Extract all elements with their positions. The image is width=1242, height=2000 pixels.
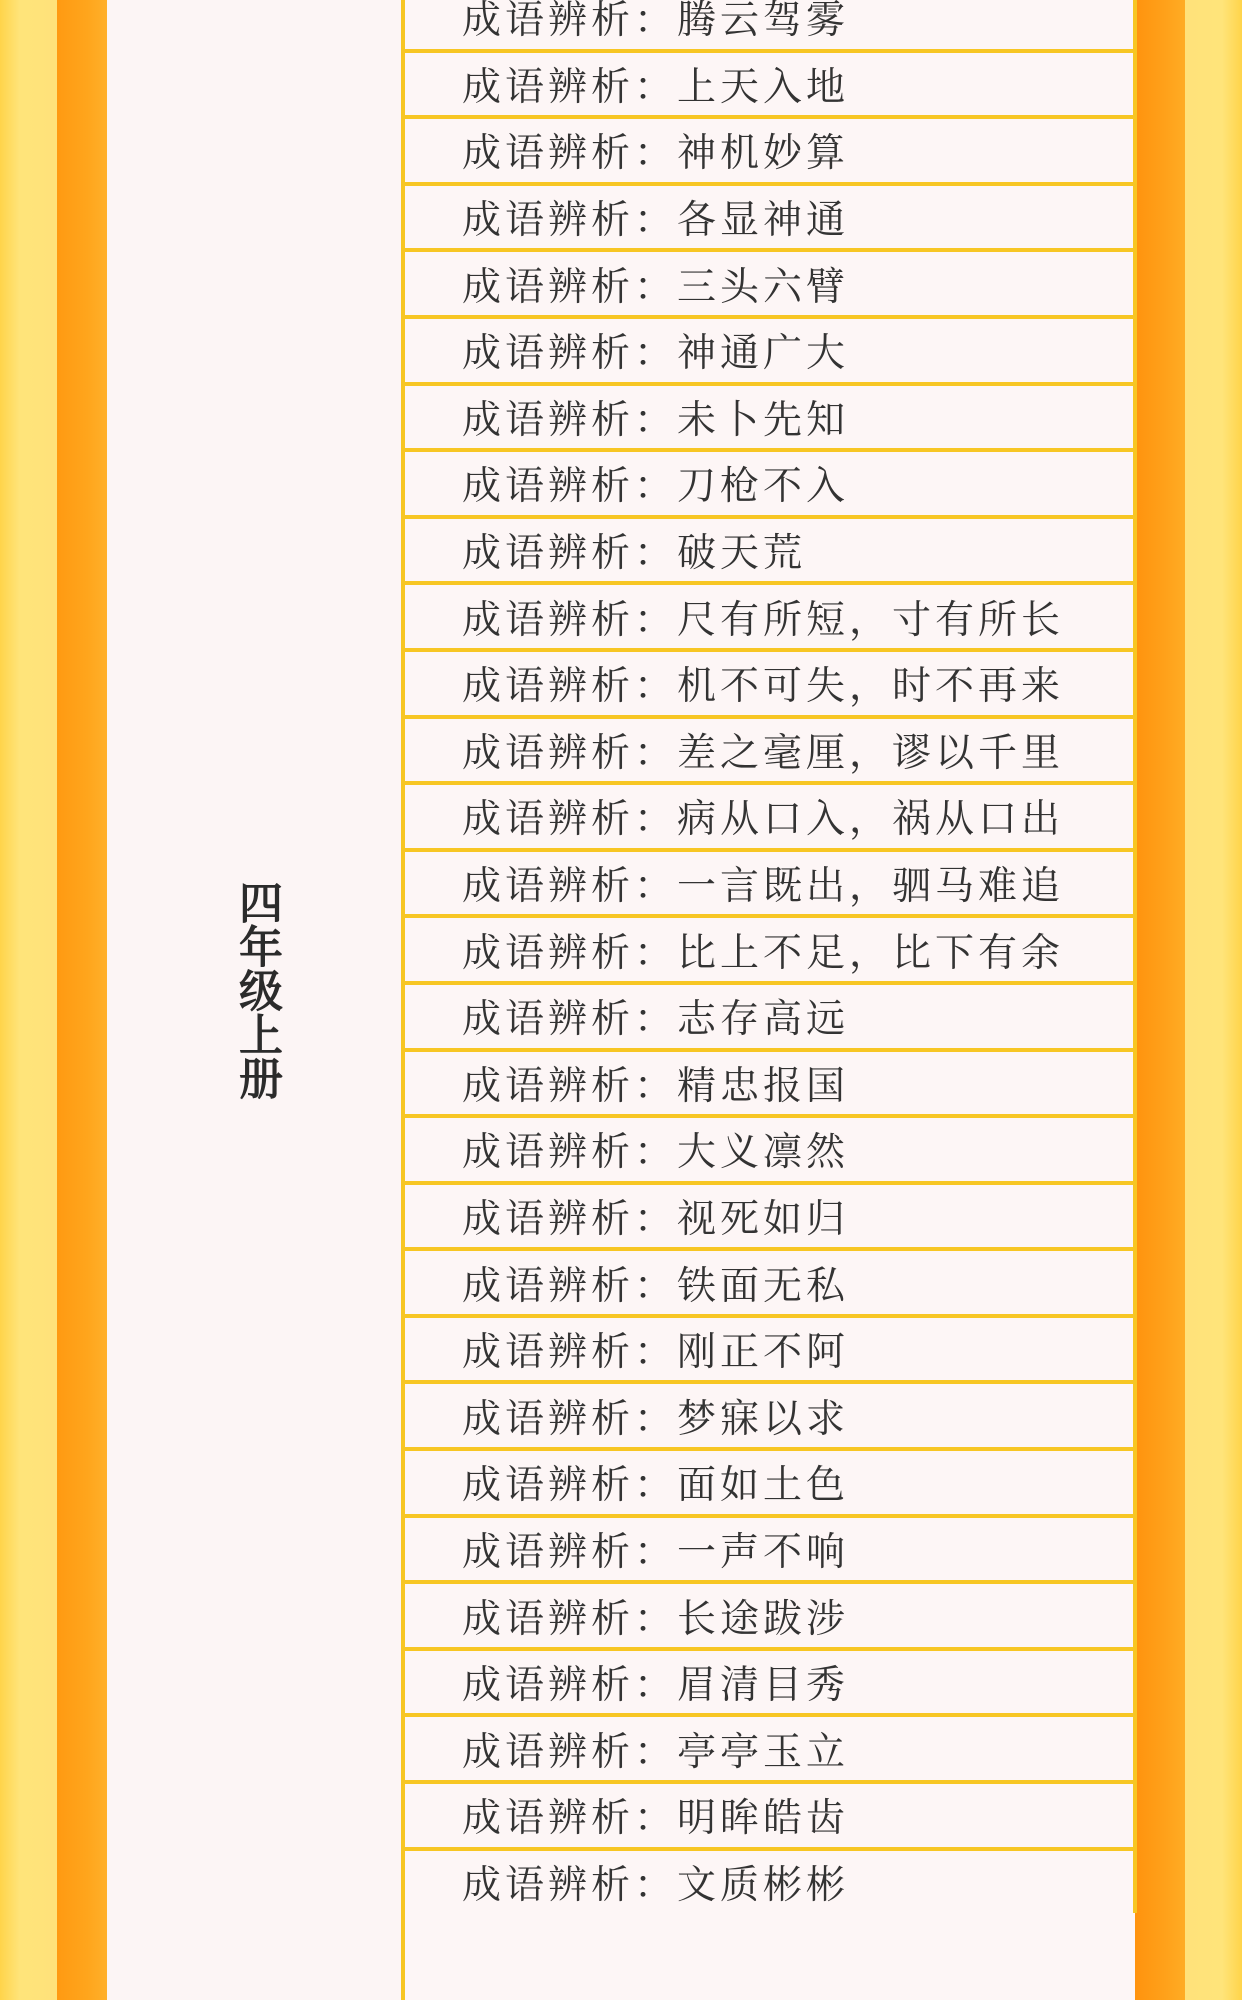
list-item[interactable]: 成语辨析：精忠报国 [405, 1048, 1137, 1115]
list-item[interactable]: 成语辨析：三头六臂 [405, 248, 1137, 315]
frame-orange-left [57, 0, 107, 2000]
list-item[interactable]: 成语辨析：上天入地 [405, 49, 1137, 116]
list-item[interactable]: 成语辨析：亭亭玉立 [405, 1713, 1137, 1780]
list-item[interactable]: 成语辨析：梦寐以求 [405, 1380, 1137, 1447]
frame-outer-right [1185, 0, 1242, 2000]
list-item[interactable]: 成语辨析：长途跋涉 [405, 1580, 1137, 1647]
list-item[interactable]: 成语辨析：未卜先知 [405, 382, 1137, 449]
list-item[interactable]: 成语辨析：各显神通 [405, 182, 1137, 249]
list-item[interactable]: 成语辨析：铁面无私 [405, 1247, 1137, 1314]
list-item[interactable]: 成语辨析：明眸皓齿 [405, 1780, 1137, 1847]
frame-orange-right [1135, 0, 1185, 2000]
list-item[interactable]: 成语辨析：差之毫厘，谬以千里 [405, 715, 1137, 782]
list-item[interactable]: 成语辨析：腾云驾雾 [405, 0, 1137, 49]
list-item[interactable]: 成语辨析：一声不响 [405, 1514, 1137, 1581]
list-item[interactable]: 成语辨析：面如土色 [405, 1447, 1137, 1514]
list-item[interactable]: 成语辨析：志存高远 [405, 981, 1137, 1048]
list-item[interactable]: 成语辨析：机不可失，时不再来 [405, 648, 1137, 715]
list-item[interactable]: 成语辨析：破天荒 [405, 515, 1137, 582]
list-item[interactable]: 成语辨析：眉清目秀 [405, 1647, 1137, 1714]
list-item[interactable]: 成语辨析：比上不足，比下有余 [405, 914, 1137, 981]
grade-label: 四年级上册 [231, 880, 282, 1100]
list-item[interactable]: 成语辨析：病从口入，祸从口出 [405, 781, 1137, 848]
list-item[interactable]: 成语辨析：视死如归 [405, 1181, 1137, 1248]
list-item[interactable]: 成语辨析：刚正不阿 [405, 1314, 1137, 1381]
frame-outer-left [0, 0, 57, 2000]
list-item[interactable]: 成语辨析：刀枪不入 [405, 448, 1137, 515]
list-item[interactable]: 成语辨析：一言既出，驷马难追 [405, 848, 1137, 915]
list-item[interactable]: 成语辨析：神机妙算 [405, 115, 1137, 182]
list-item[interactable]: 成语辨析：大义凛然 [405, 1114, 1137, 1181]
list-item[interactable]: 成语辨析：文质彬彬 [405, 1847, 1137, 1914]
list-item[interactable]: 成语辨析：神通广大 [405, 315, 1137, 382]
idiom-list [405, 0, 1137, 1913]
list-item[interactable]: 成语辨析：尺有所短，寸有所长 [405, 581, 1137, 648]
